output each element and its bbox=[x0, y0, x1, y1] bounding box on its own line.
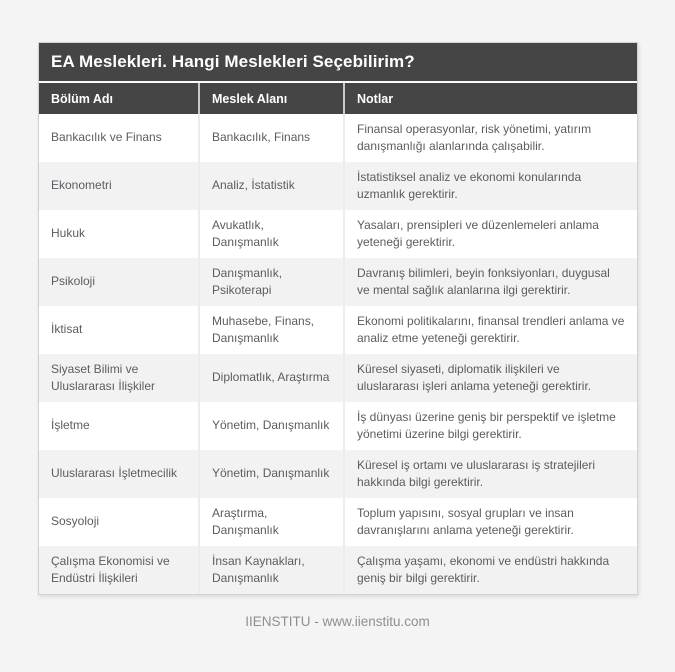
table-row bbox=[39, 114, 637, 162]
professions-table-card bbox=[38, 42, 638, 595]
footer-branding: IIENSTITU - www.iienstitu.com bbox=[245, 614, 430, 629]
cell-bolum-adi: Siyaset Bilimi ve Uluslararası İlişkiler bbox=[51, 361, 156, 393]
cell-notlar: İstatistiksel analiz ve ekonomi konularında uzmanlık gerektirir. bbox=[344, 162, 637, 210]
table-row bbox=[39, 498, 637, 546]
column-header-bolum-adi: Bölüm Adı bbox=[39, 83, 199, 114]
cell-notlar: Küresel siyaseti, diplomatik ilişkileri ve uluslararası işleri anlama yeteneği gerektirir. bbox=[344, 354, 637, 402]
table-row bbox=[39, 354, 637, 402]
cell-bolum-adi: Hukuk bbox=[51, 226, 86, 241]
cell-bolum-adi: İktisat bbox=[51, 322, 83, 337]
professions-table bbox=[39, 83, 637, 594]
cell-bolum-adi: İşletme bbox=[51, 418, 90, 433]
cell-bolum-adi: Uluslararası İşletmecilik bbox=[51, 466, 178, 481]
cell-notlar: Yasaları, prensipleri ve düzenlemeleri anlama yeteneği gerektirir. bbox=[344, 210, 637, 258]
cell-meslek-alani: Diplomatlık, Araştırma bbox=[199, 354, 344, 402]
column-header-meslek-alani: Meslek Alanı bbox=[199, 83, 344, 114]
table-row bbox=[39, 546, 637, 594]
table-row bbox=[39, 162, 637, 210]
cell-meslek-alani: Muhasebe, Finans, Danışmanlık bbox=[199, 306, 344, 354]
cell-bolum-adi: Çalışma Ekonomisi ve Endüstri İlişkileri bbox=[51, 553, 170, 585]
cell-meslek-alani: Yönetim, Danışmanlık bbox=[199, 450, 344, 498]
cell-notlar: Davranış bilimleri, beyin fonksiyonları, duygusal ve mental sağlık alanlarına ilgi gerektirir. bbox=[344, 258, 637, 306]
cell-bolum-adi: Bankacılık ve Finans bbox=[51, 130, 162, 145]
cell-notlar: Toplum yapısını, sosyal grupları ve insan davranışlarını anlama yeteneği gerektirir. bbox=[344, 498, 637, 546]
cell-meslek-alani: İnsan Kaynakları, Danışmanlık bbox=[199, 546, 344, 594]
cell-notlar: Ekonomi politikalarını, finansal trendleri anlama ve analiz etme yeteneği gerektirir. bbox=[344, 306, 637, 354]
column-header-notlar: Notlar bbox=[344, 83, 637, 114]
page-title: EA Meslekleri. Hangi Meslekleri Seçebilirim? bbox=[39, 43, 637, 83]
table-row bbox=[39, 306, 637, 354]
table-row bbox=[39, 258, 637, 306]
cell-meslek-alani: Bankacılık, Finans bbox=[199, 114, 344, 162]
cell-meslek-alani: Danışmanlık, Psikoterapi bbox=[199, 258, 344, 306]
cell-meslek-alani: Araştırma, Danışmanlık bbox=[199, 498, 344, 546]
cell-bolum-adi: Ekonometri bbox=[51, 178, 112, 193]
cell-notlar: İş dünyası üzerine geniş bir perspektif ve işletme yönetimi üzerine bilgi gerektirir. bbox=[344, 402, 637, 450]
cell-notlar: Finansal operasyonlar, risk yönetimi, yatırım danışmanlığı alanlarında çalışabilir. bbox=[344, 114, 637, 162]
cell-meslek-alani: Analiz, İstatistik bbox=[199, 162, 344, 210]
cell-bolum-adi: Sosyoloji bbox=[51, 514, 100, 529]
table-header-row bbox=[39, 83, 637, 114]
cell-notlar: Küresel iş ortamı ve uluslararası iş stratejileri hakkında bilgi gerektirir. bbox=[344, 450, 637, 498]
cell-meslek-alani: Avukatlık, Danışmanlık bbox=[199, 210, 344, 258]
table-row bbox=[39, 402, 637, 450]
cell-notlar: Çalışma yaşamı, ekonomi ve endüstri hakkında geniş bir bilgi gerektirir. bbox=[344, 546, 637, 594]
cell-meslek-alani: Yönetim, Danışmanlık bbox=[199, 402, 344, 450]
table-row bbox=[39, 210, 637, 258]
cell-bolum-adi: Psikoloji bbox=[51, 274, 96, 289]
table-row bbox=[39, 450, 637, 498]
